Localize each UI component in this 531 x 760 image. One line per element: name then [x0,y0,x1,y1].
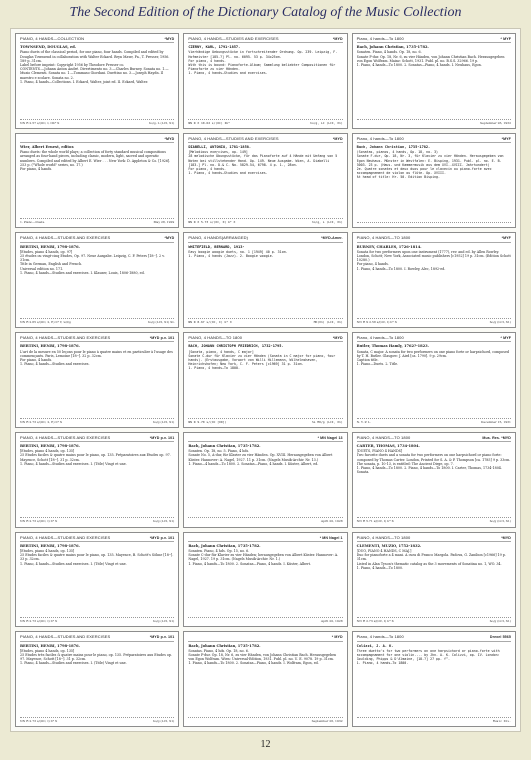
card-footer [188,418,342,424]
card-header [20,37,174,43]
card-description-line: [Etudes, piano 4 hands, op. 97] [20,249,73,254]
card-header [20,137,174,143]
catalog-column [15,33,179,727]
card-subject-heading: PIANO, 4 HANDS—STUDIES AND EXERCISES [20,634,111,640]
card-header [20,336,174,342]
catalog-column [352,33,516,727]
card-description-line: 25 Etudes très faciles & quatre mains pour le piano, op. 135. Préparatoires aux Etudes op. 97. Mayence, Schott [18--]. 31 p. 32cm. [20,652,173,662]
card-footer-left: NN R 2.57 s/(OC, I, IIb* X [20,120,60,125]
card-footer-right: MO(X1) (LCI, X1) [313,319,343,324]
card-call-number: *MYD [332,336,343,341]
card-footer-right: ho/g, L (LCI, X1) [149,120,175,125]
card-description-line: For piano, 4 hands. [188,166,227,171]
card-footer [188,318,342,324]
card-footer [357,318,511,324]
card-call-number: * MYF [500,37,511,41]
catalog-card [15,133,179,229]
card-call-number: Mus. Res. *MYD [482,435,511,440]
card-call-number: * MYD [331,635,343,640]
card-footer-right: April 20, 1928 [320,619,343,624]
catalog-card [352,631,516,727]
card-footer [357,418,511,424]
card-description-line: Sonate C-dur für Klavier zu vier Händen (Sonata in C major for piano, four hands). (Erstausgabe, Vorwort von Willi Hillemann, Wilhelmshaven, Heinrichshofen; New York, C. F. Peters [c1969] 31 p. 31cm. [188,353,336,367]
card-call-number: *MYD [164,236,175,241]
card-description [188,649,342,716]
card-description-line: Vierhändige Uebungsstücke in fortschreitender Ordnung. Op. 239. Leipzig, F. Hofmeister [185-?] Pl. no. 6095. 53 p. 34x25cm. [188,50,338,59]
card-subject-heading: PIANO, 4 HANDS—TO 1800 [188,335,243,341]
card-description-line: 1. Piano—4 hands—To 1800. 2. Sonatas—Piano, 4 hands. I. Küster, Albert, ed. [188,461,319,466]
card-footer-right: ho/g (LCI, X1) [489,619,511,624]
catalog-card [183,33,347,129]
card-author: BACH, JOHANN CHRISTOPH FRIEDRICH, 1732-1795. [188,344,284,349]
card-footer [357,617,511,623]
card-footer-right: September 26, 1932 [479,120,511,125]
card-subject-heading: Piano, 4 hands—To 1800 [356,634,404,640]
card-header [357,436,511,442]
card-description-line: Sonata, C major. A sonata for two performers on one piano forte or harpsichord, composed by T. H. Butler. Glasgow: J. Aird [ca. 1790]. 9 p. 29cm. [356,349,510,358]
card-author: BERTINI, HENRI, 1798-1876. [20,543,80,548]
card-description-line: Sonate No. 5, A-dur, für Klavier zu vier Händen. Op. XVIII. Herausgegeben von Albert Küster. Hannover: A. Nagel, 1927. 11 p. 31cm. (Nagels Musik-Archiv. Nr. 13.) [188,453,333,462]
card-header [20,436,174,442]
card-description-line: Piano duets of the classical period, for one piano, four hands. Compiled and edited by Douglas Townsend in collaboration with Walter Eckard. Bryn Mawr, Pa., T. Presser, 1956. 189 p. 31cm. [20,50,170,63]
card-author: Bach, Johann Christian, 1735-1782. [188,643,261,648]
card-call-number: Drexel 5565 [489,635,511,640]
card-footer-left: NN R 2.73 s/(OC, I) b* X [20,718,58,723]
card-description-line: 1. Piano, 4 hands (Jazz). 2. Boogie woogie. [188,254,274,259]
card-call-number: *MYD p.v. 101 [149,435,175,440]
card-description-line: L'art de la mesure en 50 leçons pour le piano à quatre mains et en particulier à l'usage des commençants. Paris, Lemoine [18--]. 32 p. 32cm. [20,349,173,358]
card-footer-left: N. Y. P. L. [356,419,371,424]
card-description-line: 1. Piano, 4 hands—Studies and exercises. [188,171,268,176]
card-author: DIABELLI, ANTONIO, 1781-1858. [188,144,252,149]
catalog-card [352,532,516,628]
card-description-line: 1. Piano, 4 hands—To 1800. I. Rowley, Alec, 1892-ed. [356,266,446,271]
card-header [357,236,511,242]
catalog-card [352,232,516,328]
card-footer-right: ho/g, LC (LCI, X1) [310,120,343,125]
catalog-sheet [10,28,521,732]
card-author: BERTINI, HENRI, 1798-1876. [20,344,80,349]
card-description [357,549,511,616]
card-footer-left: NN R X 2.58 s/(OC, I) b* X [356,319,397,324]
card-footer-right: September 26, 1932 [311,718,343,723]
card-footer-left: NN R X 10.62 s/(OC) Ib* [188,120,230,125]
card-description-line: [DUO, PIANO 4 HANDS, C MAJ.] [356,549,412,553]
card-description-line: 1. Piano, 4 hands—To 1800. 2. Sonatas—Piano, 4 hands. I. Neuhaus, Egon. [356,63,482,68]
card-call-number: * MN Nagel 1 [319,535,343,540]
card-description [188,549,342,616]
card-call-number: *MYD [332,136,343,141]
card-header [188,436,342,442]
catalog-card [15,232,179,328]
card-footer [20,717,174,723]
card-description-line: 1. Piano, 4 hands—To 1800. [356,661,409,666]
card-footer [188,717,342,723]
card-description [20,549,174,616]
card-footer-right: ho/g (LCI, X1) SL [147,319,175,324]
card-footer [188,218,342,224]
card-footer [20,318,174,324]
card-description-line: Duo for pianoforte a 4 mani. A cura di Franco Margola. Padova, G. Zanibon [c1966] 19 p. 31cm. [356,553,506,562]
card-description [357,649,511,716]
card-footer [188,617,342,623]
card-author: Colizzi, J. A. K. [356,643,394,648]
card-subject-heading: PIANO, 4 HANDS—STUDIES AND EXERCISES [20,235,111,241]
card-description-line: 1. Piano, 4 hands—To 1800. 2. Sonatas—Piano, 4 hands. I. Wolfram, Egon, ed. [188,661,319,666]
card-description-line: For piano, 4 hands. [20,357,53,362]
card-footer-left: NN R 2.73 s/(OC, I) b* X [20,619,58,624]
catalog-card [183,432,347,528]
card-author: BERTINI, HENRI, 1798-1876. [20,643,80,648]
catalog-card [15,33,179,129]
card-description-line: 28 melodische Übungsstücke, für das Pianoforte auf 4 Hände mit Umfang von 5 Noten bei stillstehender Hand. Op. 149. Neue Ausgabe. Wien, A. Diabelli [183-] Pl. no. D.& C. No. 5829-54, 6798. 4 p. 1., 28cm. [188,154,338,167]
card-description-line: 1. Piano, 4 hands—Studies and exercises. I. (Title) Vingt et une. [20,461,127,466]
card-call-number: *MYD [164,37,175,41]
card-description-line: Listed in Alan Tyson's thematic catalog as the 3 movements of Sonatina no. 1, WO. 34. [356,561,502,566]
card-subject-heading: PIANO, 4 HANDS—STUDIES AND EXERCISES [188,36,279,41]
card-footer [188,517,342,523]
card-description-line: Title in German, English and French. [20,262,83,267]
card-subject-heading: PIANO, 4 HANDS—TO 1800 [356,434,411,440]
card-call-number: *MYD [164,136,175,141]
card-footer [188,119,342,125]
card-author: CZERNY, KARL, 1791-1857. [188,45,241,50]
catalog-card [183,532,347,628]
catalog-card [15,332,179,428]
card-author: Bach, Johann Christian, 1735-1782. [188,444,261,449]
card-description-line: [Etudes, piano 4 hands, op. 135] [20,648,75,653]
card-footer-right: ho/g (LCI, X1) [489,319,511,324]
card-description-line: 1. Piano, 4 hands—Studies and exercises. [20,362,90,367]
card-author: TOWNSEND, DOUGLAS, ed. [20,45,77,50]
card-call-number: *MYF [501,236,511,241]
card-description [188,449,342,516]
card-footer-right: ho/g (LCI, X1) [489,519,511,524]
card-call-number: *MYD [332,37,343,41]
card-footer [357,119,511,125]
card-description-line: The sonata, p. 10-13, is entitled: The Ancient Dirge, op. 7. [356,461,454,466]
card-description-line: 1. Piano, 4 hands—Studies and exercises. [188,71,268,76]
card-subject-heading: Piano, 4 hands—To 1800 [356,36,404,41]
card-description [20,50,174,117]
card-description [188,50,342,117]
catalog-card [183,332,347,428]
card-call-number: *MYD-Amer. [321,236,343,241]
catalog-card [15,432,179,528]
card-description-line: (Sonatas, pianos, 4 hands, Op. 18, no. 3) [356,150,439,155]
card-header [20,536,174,542]
card-subject-heading: PIANO, 4 HANDS—STUDIES AND EXERCISES [188,135,279,141]
card-description-line: 25 Etudes faciles & quatre mains pour le piano, op. 135. Préparatoires aux Etudes op. 97. Mayence, Schott [18--]. 31 p. 32cm. [20,453,171,462]
card-description-line: 1. Piano, 4 hands—Studies and exercises. I. (Title) Vingt et une. [20,561,127,566]
page-title: The Second Edition of the Dictionary Catalog of the Music Collection [69,5,462,20]
card-footer-right: ho/g (LCI, X1) [152,718,175,723]
card-description-line: Easy boogie woogie duets, no. 1 [1949] 40 p. 31cm. [188,249,288,254]
card-description-line: Sonate F-dur. Op. 18, Nr. 6, zu vier Händen, von Johann Christian Bach. Herausgegeben von Egon Wolfram. Mainz: Schott, 1931. Publ. pl. no. B.S.S. 32966. 19 p. [356,54,505,63]
card-header [188,536,342,542]
card-footer [357,717,511,723]
card-subject-heading: Piano, 4 hands—To 1800 [356,335,404,341]
card-footer-right: December 15, 1931 [481,419,511,424]
card-description-line: [Etudes, piano 4 hands, op. 135] [20,549,75,553]
catalog-card [183,232,347,328]
card-description-line: Label before imprint: Copyright 1956 by Theodore Presser co. [20,63,125,68]
card-description-line: Three duetto's for two performers on one harpsichord or piano-forte with accompagnament for one violin.... by Jhn. A. K. Colizzi, op. IV. London: Goulding, Phipps & D'Almaine, [18-?] 27 pp. f°. [356,648,500,662]
card-description-line: Sonaten. Op. 18, no. 5. Piano, 4 hds. [188,449,250,454]
catalog-card [352,332,516,428]
card-subject-heading: Piano, 4 hands—To 1800 [356,135,404,141]
card-footer-left: NN R 2.73 s/(OC, I) b* X [356,619,394,624]
card-author: CLEMENTI, MUZIO, 1752-1832. [356,543,422,548]
card-description-line: Caption title. [356,357,379,362]
card-footer-right: ho/g, L (LCI, X1) [311,220,343,225]
card-description-line: [Sonata, piano, 4 hands, C major] [188,349,254,354]
card-description-line: Sonatas. Piano, 4 hds. Op. 18, no. 6. [188,648,249,653]
card-author: Bach, Johann Christian, 1735-1782. [188,543,261,548]
card-footer-left: NN R 9.70 s/(OC [OD]) [188,419,227,424]
card-header [20,236,174,242]
card-header [188,137,342,143]
card-footer [20,418,174,424]
card-description-line: 25 Etudes faciles & quatre mains pour le piano, op. 135. Mayence, B. Schott's Söhne [18--]. 33 p. 32cm. [20,553,174,562]
card-header [188,236,342,242]
card-description [20,449,174,516]
card-description-line: 1. Piano, 4 hands—Studies and exercises. I. (Title) Vingt et une. [20,661,127,666]
card-footer [357,517,511,523]
card-footer-left: NN R 2.73 s/(OC, I) b* X [20,519,58,524]
card-description-line: For piano, 4 hands. [188,58,227,63]
card-description-line: Sonaten. Piano, 4 hds. Op. 15, no. 6. [188,549,250,553]
card-description-line: 2e. Quatre sonates et deux duos pour le clavecin ou piano-forte avec accompagnement de violon ou flûte. Op. XVIII. [356,166,492,176]
card-footer-left: NN R 8.67 s/(OC, I) b* X [188,319,232,324]
page-number: 12 [260,739,271,750]
catalog-card [352,33,516,129]
card-description-line: 1. Piano, 4 hands—Collections. I. Eckard, Walter, joint ed. II. Eckard, Walter. [20,79,148,84]
card-author: Bach, Johann Christian, 1735-1782. [356,144,431,149]
card-header [20,635,174,641]
card-description-line: 1. Piano, 4 hands—To 1800. [356,565,404,570]
card-footer-right: Music Div. [492,718,511,723]
card-subject-heading: PIANO, 4 HANDS—STUDIES AND EXERCISES [20,534,111,540]
card-footer [20,119,174,125]
catalog-card [352,432,516,528]
card-call-number: *MYD p.v. 101 [149,336,175,341]
card-footer [357,222,511,224]
card-call-number: * MYF [500,336,511,341]
catalog-column [183,33,347,727]
card-footer-right: ho/g (LCI, X1) [152,619,175,624]
card-footer-left: NN R 2.65 s/(OC, 2, E) b* Y, w/l/g [20,319,71,324]
card-description-line: With this is bound: Pianoforte-Album; Sammlung beliebter Compositionen für Pianoforte zu vier Händen. [188,63,336,72]
card-header [357,37,511,43]
card-description [357,50,511,117]
card-author: WHITEFIELD, BERNARD, 1913- [188,244,245,249]
card-footer-left: NN R 5.71 s/(OC, I) b* X [356,519,394,524]
card-footer [20,617,174,623]
card-description [188,250,342,317]
card-author: Bach, Johann Christian, 1735-1782. [356,45,429,50]
card-header [357,536,511,542]
catalog-card [15,532,179,628]
card-description-line: Two favorite duets and a sonata for two performers on one harpsichord or piano forte: composed by Thomas Carter. London, Printed for S. A. & P. Thompson [ca. 1785] 9 p. 33cm. [356,453,511,462]
card-description-line: 1. Piano, 4 hands—To 1800. 2. Piano, 4 hands—To 1800. I. Carter, Thomas, 1734-1804. Sonata. [356,466,502,475]
card-footer-right: April 20, 1928 [320,519,343,524]
card-header [188,336,342,342]
card-description [20,350,174,417]
catalog-card [183,133,347,229]
card-description [357,350,511,417]
card-call-number: *MYF [501,136,511,141]
card-footer-right: May 28, 1929 [153,220,175,225]
card-subject-heading: PIANO, 4 HANDS—STUDIES AND EXERCISES [20,335,111,341]
card-description-line: Sonate F-dur. Op. 18, Nr. 6, zu vier Händen, von Johann Christian Bach. Herausgegeben von Egon Wolfram. Wien: Universal-Edition, 1931. Publ. pl. no. U. E. 9078. 19 p. 31cm. [188,652,337,662]
card-description-line: 1. Piano, 4 hands—To 1800. 2. Sonatas—Piano, 4 hands. I. Küster, Albert. [188,561,312,566]
card-description-line: CONTENTS.—Johann Anton André. Divertimento no. 3.—Charles Burney. Sonata no. 1.—Muzio Clementi. Sonata no. 1.—Tommaso Giordani. Duettino no. 3.—Joseph Haydn. Il maestro e scolare. Sonata no. 2. [20,67,169,80]
card-call-number: *MYD p.v. 101 [149,535,175,540]
card-description-line: 1. Piano, 4 hands—Studies and exercises. I. Klauser, Louis, 1806-1880, ed. [20,270,145,275]
card-footer-left: NN R X 5.73 s/(OC, 0) b* X [188,220,236,225]
card-description [20,649,174,716]
card-author: Wier, Albert Ernest, editor. [20,144,75,149]
card-description-line: For piano, 4 hands. [356,262,389,267]
card-description-line: 25 études ou vingt-cinq Etudes, Op. 97. Neue Ausgabe. Leipzig, C. F. Peters [18--]. 2 v. 31cm. [20,254,165,263]
card-description-line: At head of title: Hr. 50. Edition Bisping. [356,175,441,180]
card-description-line: 1. Piano, 4 hands—To 1800. [188,366,240,371]
card-subject-heading: PIANO, 4 HANDS—TO 1800 [356,534,411,540]
card-subject-heading: PIANO, 4 HANDS—TO 1800 [356,235,411,241]
card-description-line: Sonaten. Piano, 4 hands. Op. 18, no. 6. [356,50,422,55]
card-header [188,635,342,641]
card-footer [20,517,174,523]
card-call-number: * MN Nagel 13 [317,435,343,440]
card-description-line: Sonata for two performers upon one instrument (1777), rev. and ed. by Allen Rowley. London, Schott; New York, Associated music publishers [c1952] 19 p. 31cm. (Edition Schott 10280.) [356,249,511,263]
card-author: BERTINI, HENRI, 1798-1876. [20,444,80,449]
card-footer-left: 1. Piano—Duets. [20,220,46,225]
card-description-line: 1. Piano—Duets. 2. Title. [356,362,399,367]
card-header [357,137,511,143]
card-call-number: *MYD [501,535,511,540]
card-footer [20,218,174,224]
card-subject-heading: PIANO, 4 HANDS—STUDIES AND EXERCISES [20,434,111,440]
card-footer-right: ho/g (LCI, X1) [152,519,175,524]
card-footer-right: ho/g (LCI, X1) [152,419,175,424]
card-author: BERTINI, HENRI, 1798-1876. [20,244,80,249]
card-description-line: [Etudes, piano 4 hands, op. 135] [20,449,75,454]
card-description-line: [Melodious exercises, op. 149] [188,150,248,155]
catalog-card [183,631,347,727]
card-header [188,37,342,43]
card-description-line: [DUETS, PIANO 4 HANDS] [356,449,403,454]
card-description-line: Piano duets: the whole world plays; a collection of forty standard musical compositions arranged as four-hand pieces, including classic, modern, light, sacred and operatic numbers. Compiled and edited by Albert E. Wier . . . New York: D. Appleton & Co. [1926]. 253 p. ("Whole world" series, no. 17.) [20,150,171,167]
card-description [357,150,511,221]
card-footer-right: SL MO/g (LCI, X1) [311,419,343,424]
card-description [188,150,342,217]
catalog-card [352,133,516,229]
card-description-line: Universal edition no. 171. [20,266,64,271]
card-description-line: Sonate F-dur, Op. 18, Nr. 3, für Klavier zu vier Händen. Herausgegeben von Egon Neuhaus. Münster in Westfalen: E. Bisping, 1931. Publ. pl. no. E. B. 3003. 23 p. (Haus- und Kammermusik aus dem XVI.-XVIII. Jahrhundert) [356,154,504,167]
card-call-number: *MYD p.v. 101 [149,635,175,640]
card-description [357,250,511,317]
card-description [20,150,174,217]
card-subject-heading: PIANO, 4 HANDS(ARRANGED) [188,235,249,241]
card-header [357,336,511,342]
card-author: CARTER, THOMAS, 1734-1804. [356,444,420,449]
card-header [357,635,511,641]
card-description [20,250,174,317]
card-subject-heading: PIANO, 4 HANDS—COLLECTION [20,36,85,41]
card-description-line: For piano, 4 hands. [20,166,53,171]
card-description [357,449,511,516]
catalog-card [15,631,179,727]
card-description [188,350,342,417]
card-author: BURNEY, CHARLES, 1726-1814. [356,244,422,249]
card-footer-left: NN R 2.73 s/(OC, 2, E) b* X [20,419,62,424]
card-author: Butler, Thomas Hamly, 1762?-1823. [356,344,429,349]
card-description-line: Sonate C-dur für Klavier zu vier Händen; herausgegeben von Albert Küster. Hannover: A. Nagel, 1927. 19 p. 31cm. (Nagels Musik-Archiv. Nr. 1.) [188,553,339,562]
